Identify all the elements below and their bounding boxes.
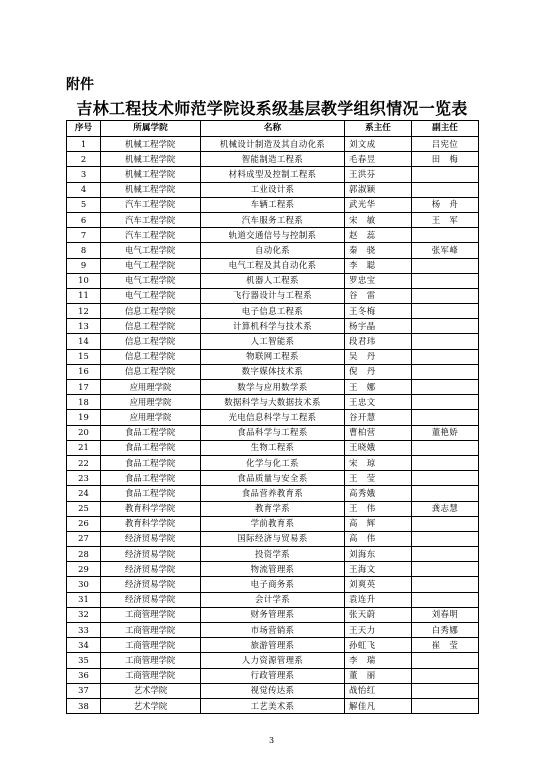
deputy-director-cell — [412, 547, 479, 562]
deputy-director-cell: 吕宪位 — [412, 137, 479, 152]
college-cell: 信息工程学院 — [101, 304, 201, 319]
college-cell: 教育科学学院 — [101, 516, 201, 531]
college-cell: 经济贸易学院 — [101, 577, 201, 592]
department-name-cell: 物联网工程系 — [201, 349, 345, 364]
deputy-director-cell: 王 军 — [412, 212, 479, 227]
table-row — [67, 623, 479, 638]
college-cell: 信息工程学院 — [101, 349, 201, 364]
director-cell: 郭淑颖 — [345, 182, 412, 197]
college-cell: 艺术学院 — [101, 683, 201, 698]
department-name-cell: 食品质量与安全系 — [201, 471, 345, 486]
row-index-cell: 16 — [67, 364, 101, 379]
director-cell: 宋 琼 — [345, 455, 412, 470]
director-cell: 王 莹 — [345, 471, 412, 486]
deputy-director-cell: 刘春明 — [412, 607, 479, 622]
director-cell: 赵 蕊 — [345, 228, 412, 243]
row-index-cell: 21 — [67, 440, 101, 455]
deputy-director-cell — [412, 410, 479, 425]
department-name-cell: 行政管理系 — [201, 668, 345, 683]
table-row — [67, 212, 479, 227]
college-cell: 电气工程学院 — [101, 243, 201, 258]
department-name-cell: 数据科学与大数据技术系 — [201, 395, 345, 410]
college-cell: 工商管理学院 — [101, 623, 201, 638]
table-row — [67, 304, 479, 319]
director-cell: 王忠文 — [345, 395, 412, 410]
department-name-cell: 计算机科学与技术系 — [201, 319, 345, 334]
table-body — [67, 137, 479, 714]
table-row — [67, 273, 479, 288]
department-name-cell: 国际经济与贸易系 — [201, 531, 345, 546]
row-index-cell: 26 — [67, 516, 101, 531]
director-cell: 罗忠宝 — [345, 273, 412, 288]
column-header-director: 系主任 — [345, 121, 412, 137]
table-row — [67, 653, 479, 668]
college-cell: 机械工程学院 — [101, 182, 201, 197]
college-cell: 信息工程学院 — [101, 334, 201, 349]
row-index-cell: 3 — [67, 167, 101, 182]
table-row — [67, 516, 479, 531]
college-cell: 食品工程学院 — [101, 471, 201, 486]
row-index-cell: 35 — [67, 653, 101, 668]
deputy-director-cell: 白秀娜 — [412, 623, 479, 638]
table-row — [67, 137, 479, 152]
college-cell: 经济贸易学院 — [101, 592, 201, 607]
director-cell: 王冬梅 — [345, 304, 412, 319]
college-cell: 机械工程学院 — [101, 137, 201, 152]
table-row — [67, 410, 479, 425]
deputy-director-cell: 杨 舟 — [412, 197, 479, 212]
row-index-cell: 37 — [67, 683, 101, 698]
row-index-cell: 36 — [67, 668, 101, 683]
deputy-director-cell — [412, 304, 479, 319]
department-name-cell: 工业设计系 — [201, 182, 345, 197]
college-cell: 食品工程学院 — [101, 486, 201, 501]
row-index-cell: 19 — [67, 410, 101, 425]
director-cell: 曹柏营 — [345, 425, 412, 440]
college-cell: 工商管理学院 — [101, 668, 201, 683]
row-index-cell: 23 — [67, 471, 101, 486]
deputy-director-cell — [412, 182, 479, 197]
table-row — [67, 349, 479, 364]
row-index-cell: 38 — [67, 698, 101, 713]
deputy-director-cell: 董艳娇 — [412, 425, 479, 440]
table-row — [67, 455, 479, 470]
row-index-cell: 2 — [67, 152, 101, 167]
college-cell: 机械工程学院 — [101, 167, 201, 182]
director-cell: 李 瑞 — [345, 653, 412, 668]
teaching-organization-table — [66, 120, 479, 714]
table-row — [67, 562, 479, 577]
table-row — [67, 501, 479, 516]
page-number: 3 — [268, 736, 275, 745]
deputy-director-cell — [412, 167, 479, 182]
row-index-cell: 34 — [67, 638, 101, 653]
row-index-cell: 9 — [67, 258, 101, 273]
row-index-cell: 22 — [67, 455, 101, 470]
department-name-cell: 车辆工程系 — [201, 197, 345, 212]
college-cell: 机械工程学院 — [101, 152, 201, 167]
row-index-cell: 13 — [67, 319, 101, 334]
table-row — [67, 243, 479, 258]
college-cell: 电气工程学院 — [101, 273, 201, 288]
college-cell: 工商管理学院 — [101, 638, 201, 653]
deputy-director-cell — [412, 440, 479, 455]
row-index-cell: 14 — [67, 334, 101, 349]
department-name-cell: 财务管理系 — [201, 607, 345, 622]
row-index-cell: 28 — [67, 547, 101, 562]
department-name-cell: 食品科学与工程系 — [201, 425, 345, 440]
department-name-cell: 视觉传达系 — [201, 683, 345, 698]
deputy-director-cell — [412, 516, 479, 531]
table-row — [67, 683, 479, 698]
row-index-cell: 31 — [67, 592, 101, 607]
table-row — [67, 334, 479, 349]
department-name-cell: 人力资源管理系 — [201, 653, 345, 668]
deputy-director-cell — [412, 455, 479, 470]
department-name-cell: 电子商务系 — [201, 577, 345, 592]
row-index-cell: 10 — [67, 273, 101, 288]
table-row — [67, 319, 479, 334]
row-index-cell: 15 — [67, 349, 101, 364]
deputy-director-cell — [412, 364, 479, 379]
director-cell: 王晓娥 — [345, 440, 412, 455]
college-cell: 经济贸易学院 — [101, 547, 201, 562]
department-name-cell: 教育学系 — [201, 501, 345, 516]
deputy-director-cell — [412, 471, 479, 486]
deputy-director-cell — [412, 683, 479, 698]
college-cell: 汽车工程学院 — [101, 212, 201, 227]
row-index-cell: 27 — [67, 531, 101, 546]
director-cell: 高 辉 — [345, 516, 412, 531]
row-index-cell: 17 — [67, 380, 101, 395]
department-name-cell: 数字媒体技术系 — [201, 364, 345, 379]
director-cell: 秦 骁 — [345, 243, 412, 258]
table-row — [67, 182, 479, 197]
director-cell: 战怡红 — [345, 683, 412, 698]
deputy-director-cell: 龚志慧 — [412, 501, 479, 516]
director-cell: 王 伟 — [345, 501, 412, 516]
table-row — [67, 258, 479, 273]
department-name-cell: 生物工程系 — [201, 440, 345, 455]
row-index-cell: 18 — [67, 395, 101, 410]
table-row — [67, 152, 479, 167]
college-cell: 工商管理学院 — [101, 607, 201, 622]
director-cell: 张天蔚 — [345, 607, 412, 622]
college-cell: 汽车工程学院 — [101, 197, 201, 212]
director-cell: 董 丽 — [345, 668, 412, 683]
table-row — [67, 425, 479, 440]
table-row — [67, 197, 479, 212]
table-row — [67, 486, 479, 501]
college-cell: 食品工程学院 — [101, 440, 201, 455]
director-cell: 解佳凡 — [345, 698, 412, 713]
department-name-cell: 食品营养教育系 — [201, 486, 345, 501]
table-row — [67, 228, 479, 243]
department-name-cell: 光电信息科学与工程系 — [201, 410, 345, 425]
college-cell: 汽车工程学院 — [101, 228, 201, 243]
deputy-director-cell — [412, 531, 479, 546]
deputy-director-cell — [412, 395, 479, 410]
college-cell: 应用理学院 — [101, 410, 201, 425]
deputy-director-cell — [412, 334, 479, 349]
director-cell: 谷开慧 — [345, 410, 412, 425]
department-name-cell: 飞行器设计与工程系 — [201, 288, 345, 303]
row-index-cell: 4 — [67, 182, 101, 197]
row-index-cell: 12 — [67, 304, 101, 319]
college-cell: 信息工程学院 — [101, 319, 201, 334]
college-cell: 电气工程学院 — [101, 288, 201, 303]
director-cell: 孙虹飞 — [345, 638, 412, 653]
deputy-director-cell — [412, 288, 479, 303]
college-cell: 电气工程学院 — [101, 258, 201, 273]
deputy-director-cell — [412, 698, 479, 713]
director-cell: 高 伟 — [345, 531, 412, 546]
director-cell: 刘海东 — [345, 547, 412, 562]
table-row — [67, 167, 479, 182]
row-index-cell: 7 — [67, 228, 101, 243]
deputy-director-cell — [412, 273, 479, 288]
department-name-cell: 数学与应用数学系 — [201, 380, 345, 395]
row-index-cell: 24 — [67, 486, 101, 501]
department-name-cell: 材料成型及控制工程系 — [201, 167, 345, 182]
page-title: 吉林工程技术师范学院设系级基层教学组织情况一览表 — [76, 99, 468, 118]
department-name-cell: 旅游管理系 — [201, 638, 345, 653]
college-cell: 艺术学院 — [101, 698, 201, 713]
deputy-director-cell — [412, 486, 479, 501]
column-header-index: 序号 — [67, 121, 101, 137]
table-row — [67, 607, 479, 622]
attachment-label: 附件 — [66, 77, 94, 93]
table-row — [67, 547, 479, 562]
college-cell: 教育科学学院 — [101, 501, 201, 516]
table-row — [67, 440, 479, 455]
department-name-cell: 化学与化工系 — [201, 455, 345, 470]
deputy-director-cell: 崔 莹 — [412, 638, 479, 653]
table-row — [67, 668, 479, 683]
director-cell: 王洪芬 — [345, 167, 412, 182]
director-cell: 武光华 — [345, 197, 412, 212]
director-cell: 段君玮 — [345, 334, 412, 349]
row-index-cell: 25 — [67, 501, 101, 516]
director-cell: 谷 雷 — [345, 288, 412, 303]
table-row — [67, 592, 479, 607]
deputy-director-cell — [412, 668, 479, 683]
deputy-director-cell — [412, 319, 479, 334]
college-cell: 经济贸易学院 — [101, 562, 201, 577]
row-index-cell: 11 — [67, 288, 101, 303]
director-cell: 李 聪 — [345, 258, 412, 273]
college-cell: 应用理学院 — [101, 380, 201, 395]
table-row — [67, 698, 479, 713]
college-cell: 经济贸易学院 — [101, 531, 201, 546]
row-index-cell: 33 — [67, 623, 101, 638]
director-cell: 袁连升 — [345, 592, 412, 607]
table-row — [67, 531, 479, 546]
deputy-director-cell — [412, 653, 479, 668]
college-cell: 工商管理学院 — [101, 653, 201, 668]
table-row — [67, 288, 479, 303]
director-cell: 王天力 — [345, 623, 412, 638]
college-cell: 应用理学院 — [101, 395, 201, 410]
row-index-cell: 5 — [67, 197, 101, 212]
department-name-cell: 汽车服务工程系 — [201, 212, 345, 227]
table-row — [67, 380, 479, 395]
department-name-cell: 人工智能系 — [201, 334, 345, 349]
director-cell: 吴 丹 — [345, 349, 412, 364]
director-cell: 王 娜 — [345, 380, 412, 395]
department-name-cell: 工艺美术系 — [201, 698, 345, 713]
department-name-cell: 投资学系 — [201, 547, 345, 562]
deputy-director-cell: 田 梅 — [412, 152, 479, 167]
row-index-cell: 6 — [67, 212, 101, 227]
deputy-director-cell — [412, 349, 479, 364]
department-name-cell: 会计学系 — [201, 592, 345, 607]
table-row — [67, 395, 479, 410]
deputy-director-cell — [412, 228, 479, 243]
department-name-cell: 机械设计制造及其自动化系 — [201, 137, 345, 152]
deputy-director-cell: 张军峰 — [412, 243, 479, 258]
deputy-director-cell — [412, 577, 479, 592]
director-cell: 杨宇晶 — [345, 319, 412, 334]
department-name-cell: 物流管理系 — [201, 562, 345, 577]
college-cell: 信息工程学院 — [101, 364, 201, 379]
department-name-cell: 轨道交通信号与控制系 — [201, 228, 345, 243]
director-cell: 高秀娥 — [345, 486, 412, 501]
director-cell: 毛春昱 — [345, 152, 412, 167]
department-name-cell: 自动化系 — [201, 243, 345, 258]
table-row — [67, 638, 479, 653]
deputy-director-cell — [412, 258, 479, 273]
deputy-director-cell — [412, 380, 479, 395]
director-cell: 王海文 — [345, 562, 412, 577]
column-header-college: 所属学院 — [101, 121, 201, 137]
row-index-cell: 20 — [67, 425, 101, 440]
director-cell: 刘爽英 — [345, 577, 412, 592]
department-name-cell: 电气工程及其自动化系 — [201, 258, 345, 273]
row-index-cell: 1 — [67, 137, 101, 152]
director-cell: 宋 敏 — [345, 212, 412, 227]
college-cell: 食品工程学院 — [101, 425, 201, 440]
department-name-cell: 学前教育系 — [201, 516, 345, 531]
column-header-name: 名称 — [201, 121, 345, 137]
college-cell: 食品工程学院 — [101, 455, 201, 470]
deputy-director-cell — [412, 562, 479, 577]
row-index-cell: 29 — [67, 562, 101, 577]
director-cell: 刘文成 — [345, 137, 412, 152]
column-header-deputy: 副主任 — [412, 121, 479, 137]
table-header-row — [67, 121, 479, 137]
table-row — [67, 364, 479, 379]
row-index-cell: 30 — [67, 577, 101, 592]
deputy-director-cell — [412, 592, 479, 607]
department-name-cell: 市场营销系 — [201, 623, 345, 638]
department-name-cell: 智能制造工程系 — [201, 152, 345, 167]
department-name-cell: 机器人工程系 — [201, 273, 345, 288]
table-row — [67, 577, 479, 592]
row-index-cell: 32 — [67, 607, 101, 622]
table-row — [67, 471, 479, 486]
department-name-cell: 电子信息工程系 — [201, 304, 345, 319]
row-index-cell: 8 — [67, 243, 101, 258]
director-cell: 倪 丹 — [345, 364, 412, 379]
